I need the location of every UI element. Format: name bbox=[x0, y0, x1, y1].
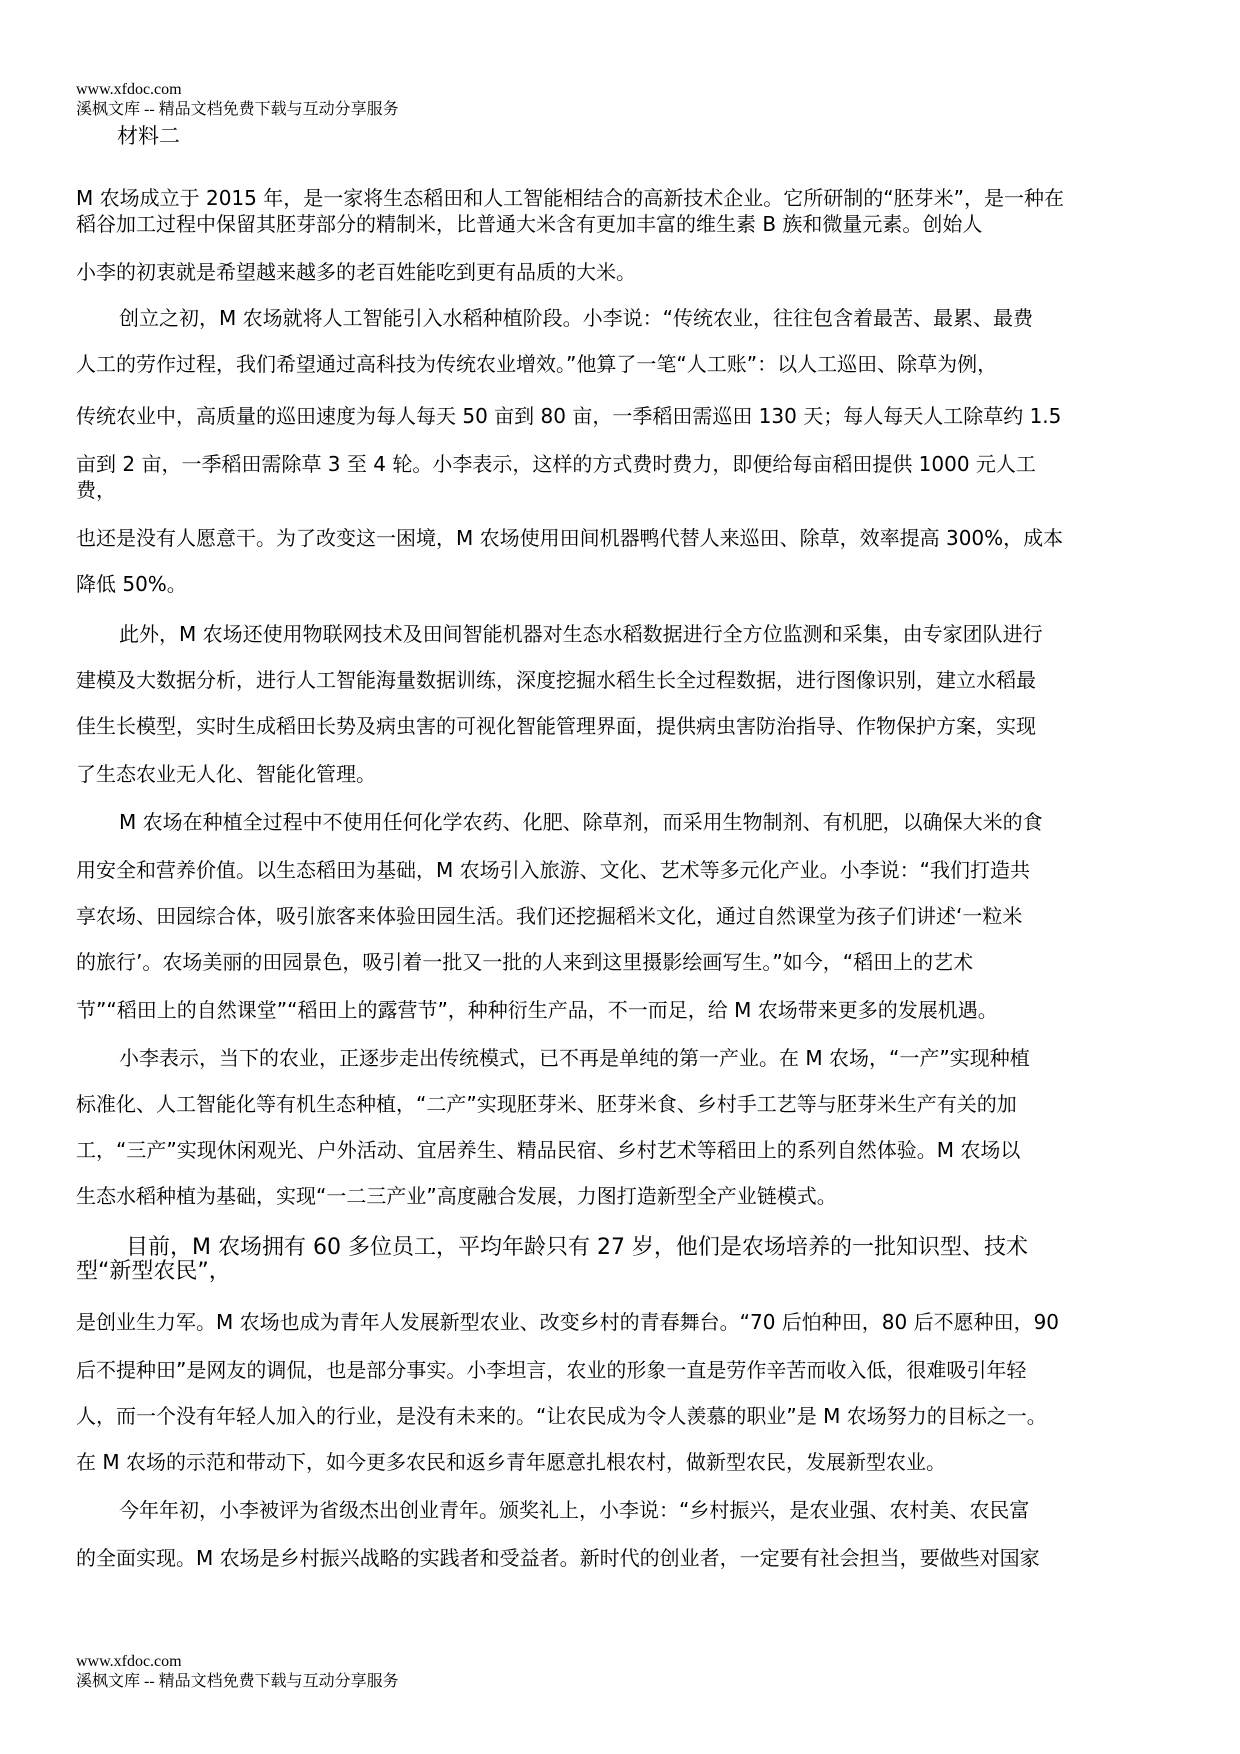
text-line: 型“新型农民”， bbox=[76, 1259, 231, 1284]
text-line: 用安全和营养价值。以生态稻田为基础，M 农场引入旅游、文化、艺术等多元化产业。小李说：“我们打造共 bbox=[76, 858, 1030, 882]
text-line: 了生态农业无人化、智能化管理。 bbox=[76, 762, 376, 786]
text-line: 小李表示，当下的农业，正逐步走出传统模式，已不再是单纯的第一产业。在 M 农场，“一产”实现种植 bbox=[119, 1046, 1030, 1070]
text-line: 享农场、田园综合体，吸引旅客来体验田园生活。我们还挖掘稻米文化，通过自然课堂为孩子们讲述‘一粒米 bbox=[76, 904, 1023, 928]
text-line: 人工的劳作过程，我们希望通过高科技为传统农业增效。”他算了一笔“人工账”：以人工巡田、除草为例， bbox=[76, 352, 998, 376]
text-line: 建模及大数据分析，进行人工智能海量数据训练，深度挖掘水稻生长全过程数据，进行图像识别，建立水稻最 bbox=[76, 668, 1036, 692]
text-line: 生态水稻种植为基础，实现“一二三产业”高度融合发展，力图打造新型全产业链模式。 bbox=[76, 1184, 837, 1208]
text-line: M 农场在种植全过程中不使用任何化学农药、化肥、除草剂，而采用生物制剂、有机肥，以确保大米的食 bbox=[119, 810, 1043, 834]
text-line: 费， bbox=[76, 478, 116, 502]
text-line: M 农场成立于 2015 年，是一家将生态稻田和人工智能相结合的高新技术企业。它所研制的“胚芽米”，是一种在 bbox=[76, 186, 1064, 210]
header-url[interactable]: www.xfdoc.com bbox=[76, 81, 182, 98]
text-line: 目前，M 农场拥有 60 多位员工，平均年龄只有 27 岁，他们是农场培养的一批知识型、技术 bbox=[126, 1235, 1028, 1260]
text-line: 亩到 2 亩，一季稻田需除草 3 至 4 轮。小李表示，这样的方式费时费力，即便给每亩稻田提供 1000 元人工 bbox=[76, 452, 1036, 476]
text-line: 小李的初衷就是希望越来越多的老百姓能吃到更有品质的大米。 bbox=[76, 260, 636, 284]
text-line: 在 M 农场的示范和带动下，如今更多农民和返乡青年愿意扎根农村，做新型农民，发展新型农业。 bbox=[76, 1450, 946, 1474]
text-line: 标准化、人工智能化等有机生态种植，“二产”实现胚芽米、胚芽米食、乡村手工艺等与胚芽米生产有关的加 bbox=[76, 1092, 1017, 1116]
text-line: 今年年初，小李被评为省级杰出创业青年。颁奖礼上，小李说：“乡村振兴，是农业强、农村美、农民富 bbox=[119, 1498, 1030, 1522]
text-line: 创立之初，M 农场就将人工智能引入水稻种植阶段。小李说：“传统农业，往往包含着最苦、最累、最费 bbox=[119, 306, 1033, 330]
text-line: 节”“稻田上的自然课堂”“稻田上的露营节”，种种衍生产品，不一而足，给 M 农场带来更多的发展机遇。 bbox=[76, 998, 998, 1022]
section-title: 材料二 bbox=[117, 124, 180, 148]
footer-url[interactable]: www.xfdoc.com bbox=[76, 1653, 182, 1670]
text-line: 工，“三产”实现休闲观光、户外活动、宜居养生、精品民宿、乡村艺术等稻田上的系列自然体验。M 农场以 bbox=[76, 1138, 1021, 1162]
text-line: 的全面实现。M 农场是乡村振兴战略的实践者和受益者。新时代的创业者，一定要有社会担当，要做些对国家 bbox=[76, 1546, 1040, 1570]
text-line: 传统农业中，高质量的巡田速度为每人每天 50 亩到 80 亩，一季稻田需巡田 130 天；每人每天人工除草约 1.5 bbox=[76, 404, 1062, 428]
text-line: 人，而一个没有年轻人加入的行业，是没有未来的。“让农民成为令人羡慕的职业”是 M 农场努力的目标之一。 bbox=[76, 1404, 1047, 1428]
text-line: 佳生长模型，实时生成稻田长势及病虫害的可视化智能管理界面，提供病虫害防治指导、作物保护方案，实现 bbox=[76, 714, 1036, 738]
page-header bbox=[76, 80, 399, 120]
text-line: 也还是没有人愿意干。为了改变这一困境，M 农场使用田间机器鸭代替人来巡田、除草，效率提高 300%，成本 bbox=[76, 526, 1064, 550]
text-line: 稻谷加工过程中保留其胚芽部分的精制米，比普通大米含有更加丰富的维生素 B 族和微量元素。创始人 bbox=[76, 212, 983, 236]
text-line: 后不提种田”是网友的调侃，也是部分事实。小李坦言，农业的形象一直是劳作辛苦而收入低，很难吸引年轻 bbox=[76, 1358, 1027, 1382]
text-line: 的旅行’。农场美丽的田园景色，吸引着一批又一批的人来到这里摄影绘画写生。”如今，“稻田上的艺术 bbox=[76, 950, 974, 974]
text-line: 降低 50%。 bbox=[76, 572, 187, 596]
text-line: 是创业生力军。M 农场也成为青年人发展新型农业、改变乡村的青春舞台。“70 后怕种田，80 后不愿种田，90 bbox=[76, 1310, 1060, 1334]
text-line: 此外，M 农场还使用物联网技术及田间智能机器对生态水稻数据进行全方位监测和采集，由专家团队进行 bbox=[119, 622, 1043, 646]
header-tagline: 溪枫文库 -- 精品文档免费下载与互动分享服务 bbox=[76, 101, 399, 118]
page-footer bbox=[76, 1652, 399, 1692]
footer-tagline: 溪枫文库 -- 精品文档免费下载与互动分享服务 bbox=[76, 1673, 399, 1690]
